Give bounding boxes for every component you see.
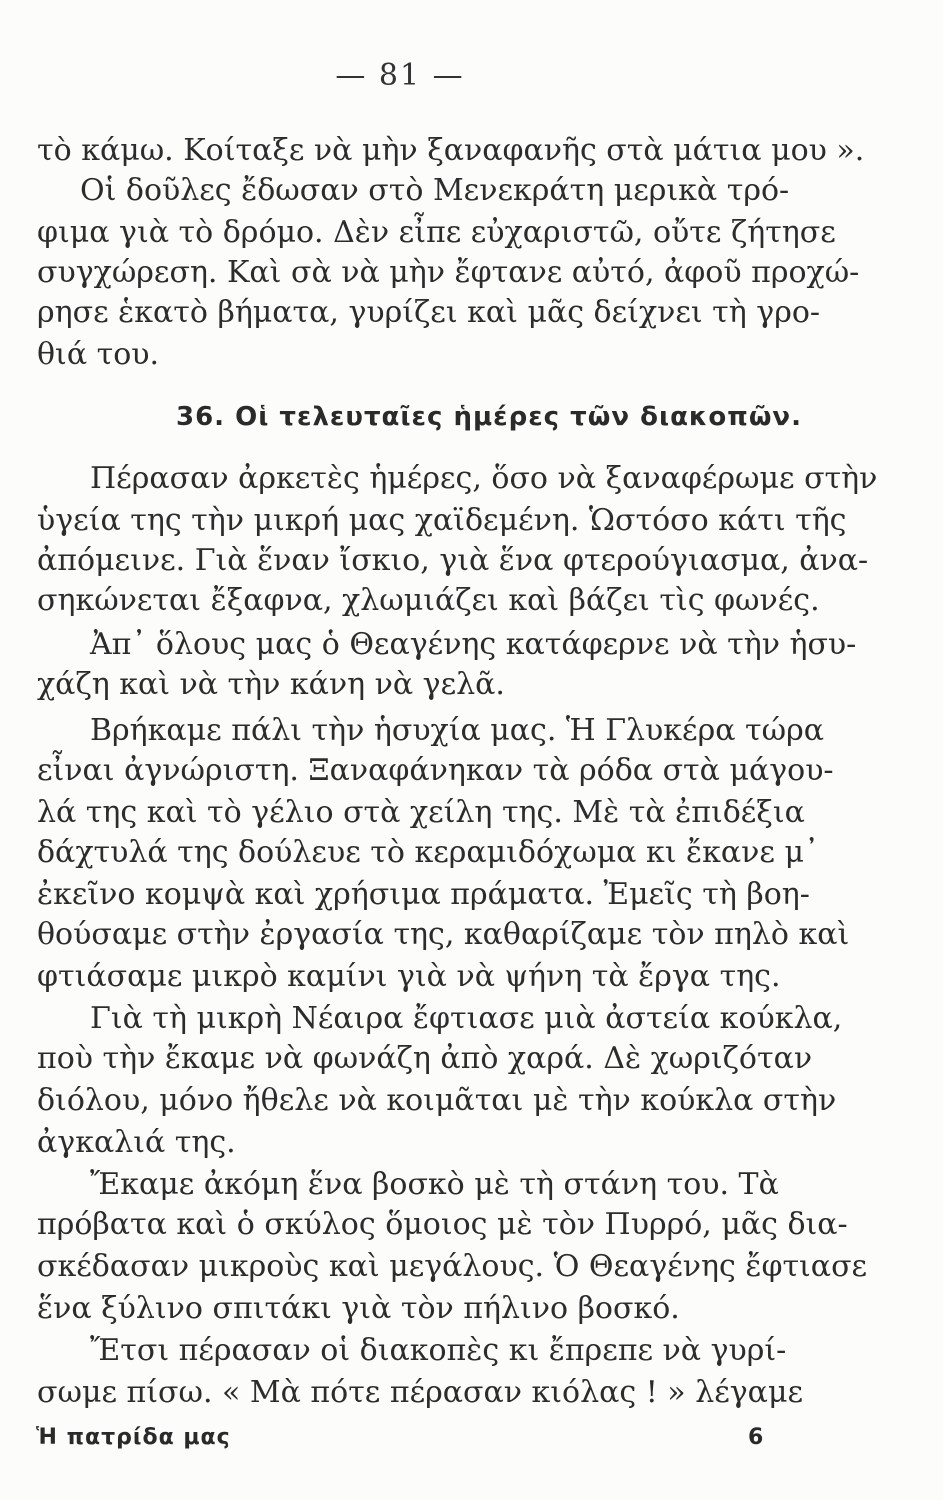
text-line: Ἔκαμε ἀκόμη ἕνα βοσκὸ μὲ τὴ στάνη του. Τὰ: [90, 1167, 779, 1202]
text-line: σκέδασαν μικροὺς καὶ μεγάλους. Ὁ Θεαγένης ἔφτιασε: [37, 1249, 868, 1284]
text-line: Πέρασαν ἀρκετὲς ἡμέρες, ὅσο νὰ ξαναφέρωμε στὴν: [90, 461, 878, 496]
text-line: ρησε ἑκατὸ βήματα, γυρίζει καὶ μᾶς δείχνει τὴ γρο-: [37, 295, 821, 330]
footer-signature-mark: 6: [748, 1425, 764, 1450]
section-heading: 36. Οἱ τελευταῖες ἡμέρες τῶν διακοπῶν.: [176, 402, 803, 432]
text-line: φιμα γιὰ τὸ δρόμο. Δὲν εἶπε εὐχαριστῶ, οὔτε ζήτησε: [37, 215, 836, 250]
text-line: ὑγεία της τὴν μικρή μας χαϊδεμένη. Ὡστόσο κάτι τῆς: [37, 503, 847, 538]
text-line: πρόβατα καὶ ὁ σκύλος ὅμοιος μὲ τὸν Πυρρό, μᾶς δια-: [37, 1207, 848, 1242]
text-line: ἐκεῖνο κομψὰ καὶ χρήσιμα πράματα. Ἐμεῖς τὴ βοη-: [37, 877, 810, 912]
text-line: φτιάσαμε μικρὸ καμίνι γιὰ νὰ ψήνη τὰ ἔργα της.: [37, 959, 781, 994]
page-number-header: — 81 —: [335, 58, 465, 93]
text-line: λά της καὶ τὸ γέλιο στὰ χείλη της. Μὲ τὰ ἐπιδέξια: [37, 795, 805, 830]
text-line: θιά του.: [37, 337, 160, 372]
text-line: Οἱ δοῦλες ἔδωσαν στὸ Μενεκράτη μερικὰ τρό-: [80, 173, 790, 208]
text-line: δάχτυλά της δούλευε τὸ κεραμιδόχωμα κι ἔκανε μ᾿: [37, 835, 819, 870]
text-line: συγχώρεση. Καὶ σὰ νὰ μὴν ἔφτανε αὐτό, ἀφοῦ προχώ-: [37, 255, 860, 290]
text-line: ἕνα ξύλινο σπιτάκι γιὰ τὸν πήλινο βοσκό.: [37, 1291, 680, 1326]
text-line: σηκώνεται ἔξαφνα, χλωμιάζει καὶ βάζει τὶς φωνές.: [37, 583, 820, 618]
text-line: Ἀπ᾿ ὅλους μας ὁ Θεαγένης κατάφερνε νὰ τὴν ἡσυ-: [90, 627, 857, 662]
text-line: Ἔτσι πέρασαν οἱ διακοπὲς κι ἔπρεπε νὰ γυρί-: [90, 1333, 787, 1368]
text-line: τὸ κάμω. Κοίταξε νὰ μὴν ξαναφανῆς στὰ μάτια μου ».: [37, 133, 865, 168]
footer-book-title: Ἡ πατρίδα μας: [36, 1425, 231, 1450]
text-line: ποὺ τὴν ἔκαμε νὰ φωνάζη ἀπὸ χαρά. Δὲ χωριζόταν: [37, 1041, 813, 1076]
text-line: Βρήκαμε πάλι τὴν ἡσυχία μας. Ἡ Γλυκέρα τώρα: [90, 713, 824, 748]
text-line: ἀπόμεινε. Γιὰ ἕναν ἴσκιο, γιὰ ἕνα φτερούγιασμα, ἀνα-: [37, 543, 869, 578]
text-line: χάζη καὶ νὰ τὴν κάνη νὰ γελᾶ.: [37, 667, 505, 702]
text-line: εἶναι ἀγνώριστη. Ξαναφάνηκαν τὰ ρόδα στὰ μάγου-: [37, 753, 834, 788]
text-line: Γιὰ τὴ μικρὴ Νέαιρα ἔφτιασε μιὰ ἀστεία κούκλα,: [90, 1001, 843, 1036]
text-line: ἀγκαλιά της.: [37, 1125, 236, 1160]
text-line: θούσαμε στὴν ἐργασία της, καθαρίζαμε τὸν πηλὸ καὶ: [37, 917, 850, 952]
text-line: σωμε πίσω. « Μὰ πότε πέρασαν κιόλας ! » λέγαμε: [37, 1375, 803, 1410]
text-line: διόλου, μόνο ἤθελε νὰ κοιμᾶται μὲ τὴν κούκλα στὴν: [37, 1083, 837, 1118]
